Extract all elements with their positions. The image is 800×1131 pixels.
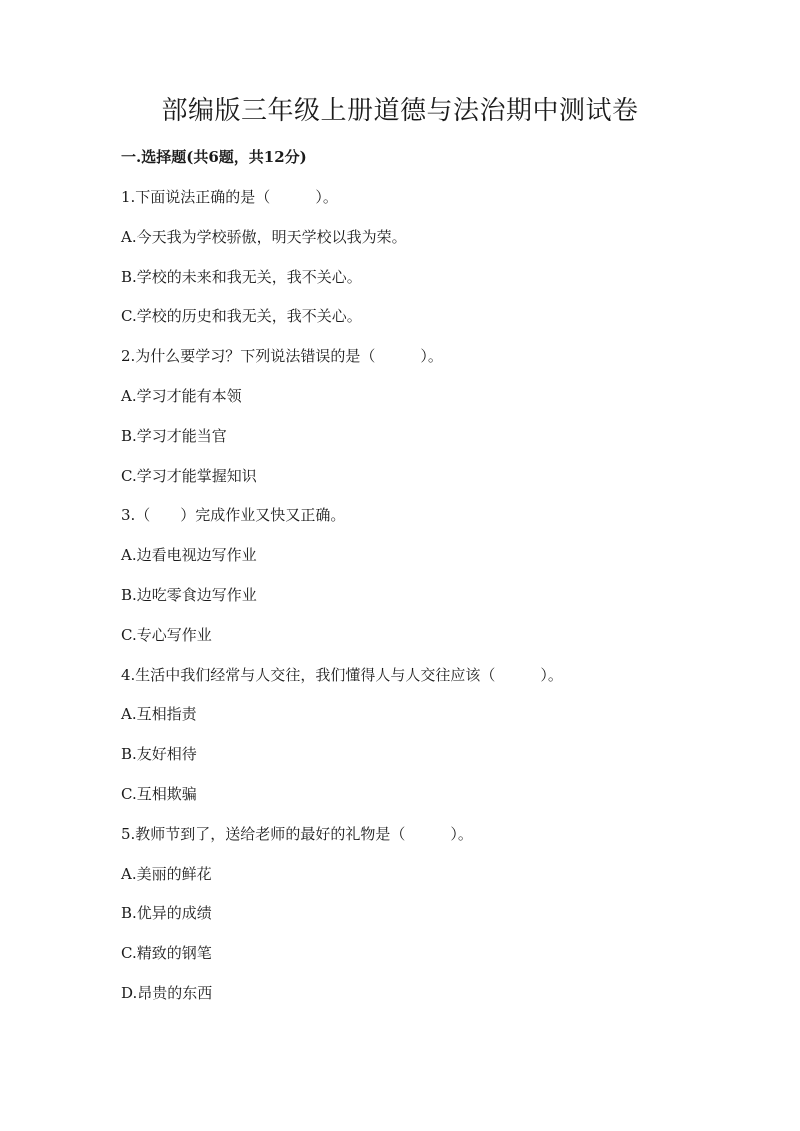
answer-option: B.学校的未来和我无关，我不关心。 (121, 267, 362, 286)
answer-option: C.互相欺骗 (121, 784, 197, 803)
answer-option: C.学校的历史和我无关，我不关心。 (121, 307, 362, 326)
question-list (121, 186, 721, 1022)
answer-option: A.互相指责 (121, 705, 197, 724)
answer-option: A.今天我为学校骄傲，明天学校以我为荣。 (121, 227, 407, 246)
answer-option: B.优异的成绩 (121, 904, 212, 923)
answer-option: A.学习才能有本领 (121, 386, 242, 405)
answer-option: A.美丽的鲜花 (121, 864, 212, 883)
answer-option: D.昂贵的东西 (121, 983, 213, 1002)
answer-option: B.学习才能当官 (121, 426, 227, 445)
section-heading: 一.选择题(共6题，共12分) (121, 148, 307, 166)
answer-option: A.边看电视边写作业 (121, 546, 257, 565)
answer-option: C.专心写作业 (121, 625, 212, 644)
question-stem: 3.（ ）完成作业又快又正确。 (121, 506, 346, 525)
question-stem: 4.生活中我们经常与人交往，我们懂得人与人交往应该（ ）。 (121, 665, 563, 684)
question-stem: 2.为什么要学习？下列说法错误的是（ ）。 (121, 347, 443, 366)
answer-option: C.精致的钢笔 (121, 944, 212, 963)
question-stem: 5.教师节到了，送给老师的最好的礼物是（ ）。 (121, 824, 473, 843)
page-title: 部编版三年级上册道德与法治期中测试卷 (161, 96, 639, 126)
question-stem: 1.下面说法正确的是（ ）。 (121, 188, 338, 206)
answer-option: C.学习才能掌握知识 (121, 466, 257, 485)
answer-option: B.边吃零食边写作业 (121, 585, 257, 604)
answer-option: B.友好相待 (121, 745, 197, 764)
